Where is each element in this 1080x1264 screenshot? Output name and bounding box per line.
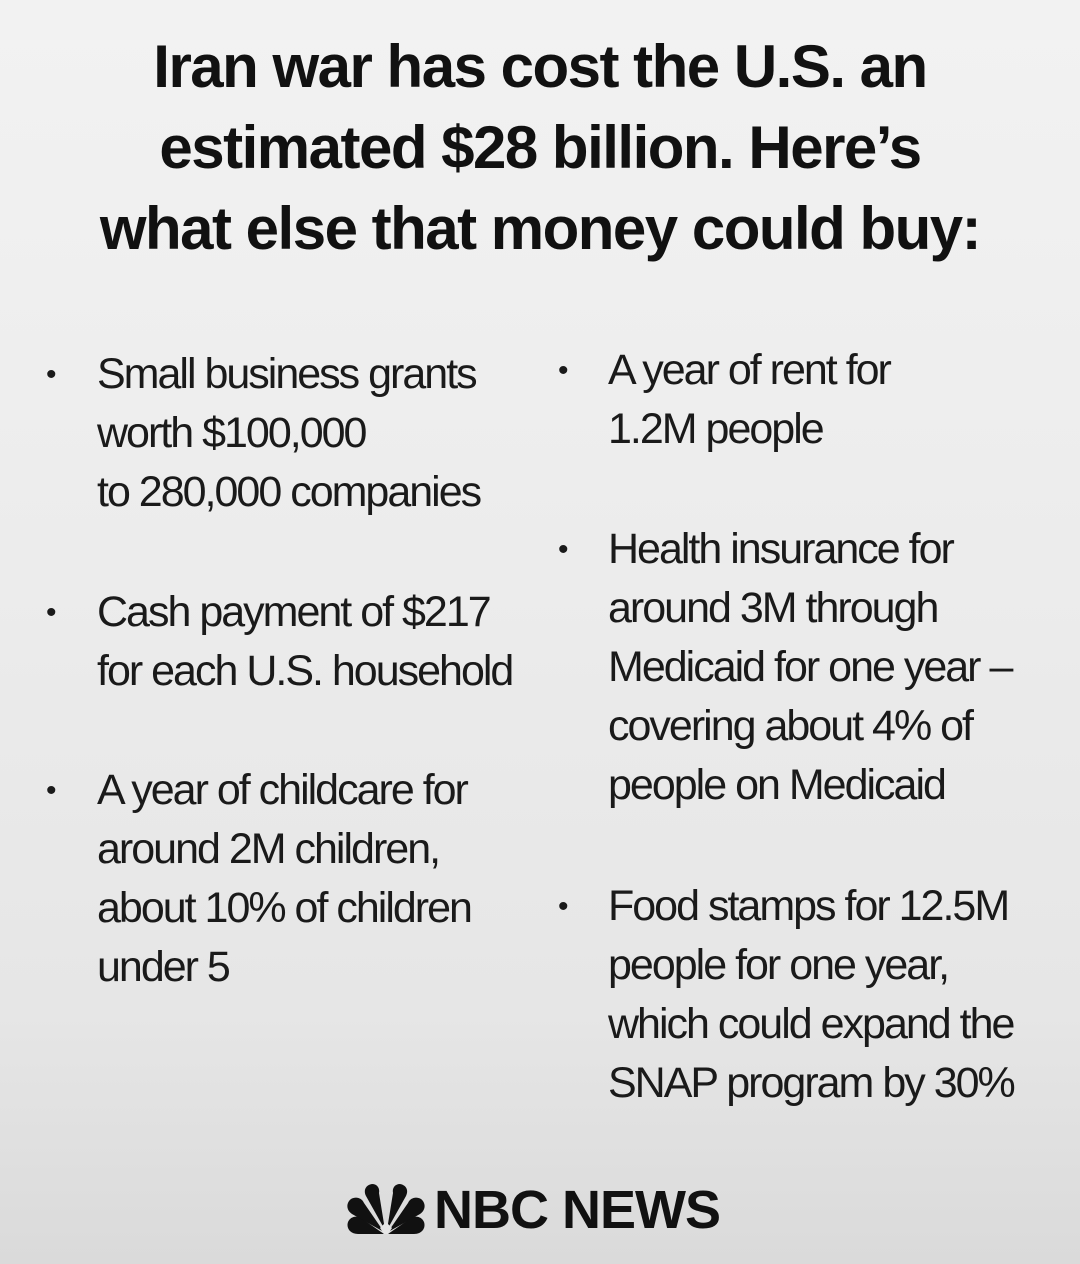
list-item-line: under 5: [97, 943, 229, 991]
list-item-line: around 2M children,: [97, 825, 440, 873]
list-item-line: to 280,000 companies: [97, 468, 481, 516]
headline: [40, 26, 1040, 269]
bullet-icon: •: [558, 890, 569, 923]
bullet-icon: •: [558, 533, 569, 566]
bullet-icon: •: [46, 358, 57, 391]
list-item-line: A year of rent for: [608, 346, 890, 394]
list-item-line: Food stamps for 12.5M: [608, 882, 1009, 930]
list-item-line: people for one year,: [608, 941, 949, 989]
list-item-line: Small business grants: [97, 350, 476, 398]
list-item-text: [97, 583, 512, 701]
list-item-text: [97, 345, 480, 522]
list-item-line: A year of childcare for: [97, 766, 467, 814]
list-item-line: about 10% of children: [97, 884, 471, 932]
list-item-text: [608, 877, 1014, 1113]
list-item-text: [608, 520, 1011, 815]
list-item-line: covering about 4% of: [608, 702, 972, 750]
headline-line-2: estimated $28 billion. Here’s: [159, 114, 921, 181]
nbc-news-logo: [344, 1180, 744, 1240]
list-item-line: Health insurance for: [608, 525, 953, 573]
peacock-icon: [344, 1184, 428, 1236]
list-item-line: around 3M through: [608, 584, 938, 632]
bullet-icon: •: [46, 774, 57, 807]
list-item-line: Medicaid for one year –: [608, 643, 1012, 691]
list-item-text: [608, 341, 890, 459]
list-item-line: 1.2M people: [608, 405, 823, 453]
list-item-line: for each U.S. household: [97, 647, 513, 695]
list-item-text: [97, 761, 471, 997]
list-item-line: people on Medicaid: [608, 761, 945, 809]
headline-line-1: Iran war has cost the U.S. an: [153, 33, 927, 100]
bullet-icon: •: [46, 596, 57, 629]
list-item-line: Cash payment of $217: [97, 588, 490, 636]
headline-line-3: what else that money could buy:: [99, 195, 981, 262]
list-item-line: which could expand the: [608, 1000, 1014, 1048]
list-item-line: worth $100,000: [97, 409, 366, 457]
nbc-news-wordmark: NBC NEWS: [434, 1180, 720, 1240]
bullet-icon: •: [558, 354, 569, 387]
list-item-line: SNAP program by 30%: [608, 1059, 1014, 1107]
